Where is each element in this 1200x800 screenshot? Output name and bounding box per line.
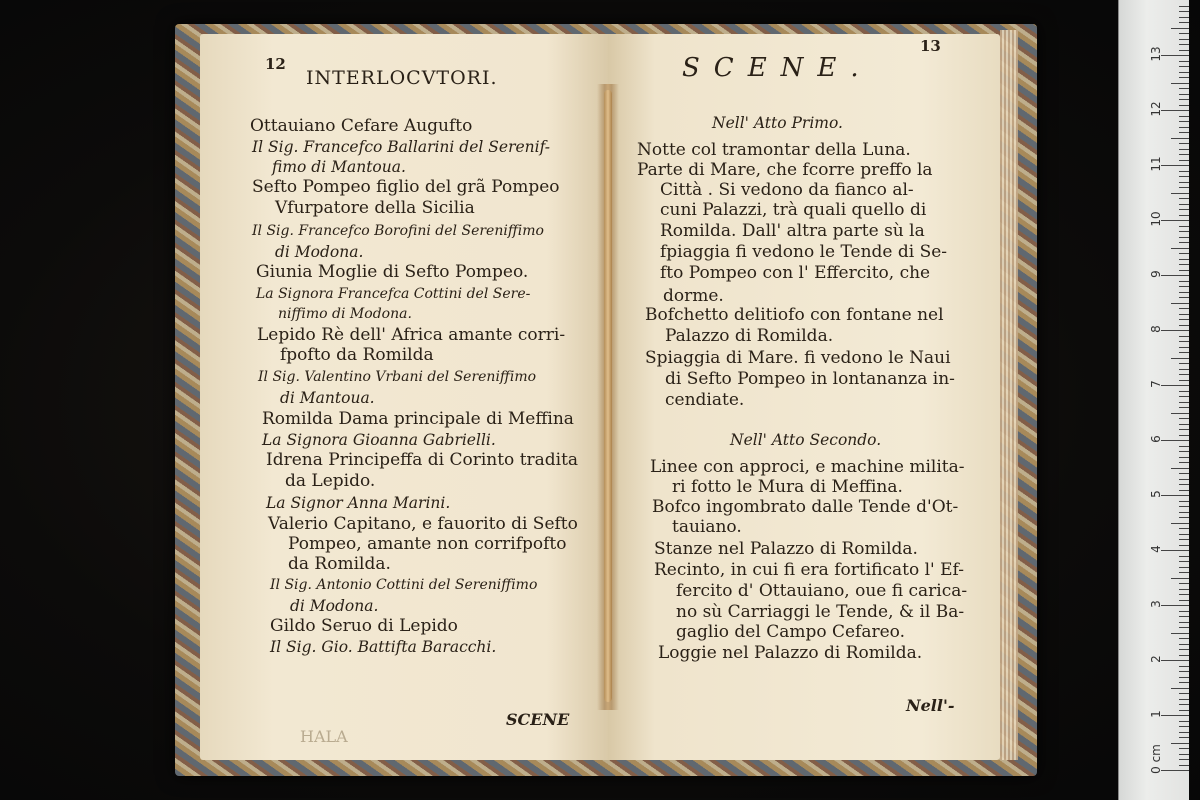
ruler-tick [1179, 572, 1189, 573]
ruler-tick [1171, 358, 1189, 359]
text-line: Vfurpatore della Sicilia [275, 198, 475, 218]
ruler-label: 11 [1149, 156, 1163, 172]
ruler-tick [1161, 495, 1189, 496]
ruler-label: 1 [1149, 710, 1163, 718]
text-line: di Modona. [275, 243, 364, 261]
ruler-tick [1179, 649, 1189, 650]
ruler-tick [1179, 682, 1189, 683]
text-line: Il Sig. Valentino Vrbani del Sereniffimo [258, 369, 537, 385]
text-line: ri fotto le Mura di Meffina. [672, 477, 903, 497]
ruler-tick [1179, 666, 1189, 667]
ruler-tick [1179, 50, 1189, 51]
ruler-tick [1179, 171, 1189, 172]
ruler-tick [1179, 506, 1189, 507]
ruler-tick [1179, 721, 1189, 722]
act-one-heading: Nell' Atto Primo. [712, 114, 843, 132]
ruler-tick [1171, 138, 1189, 139]
text-line: Pompeo, amante non corrifpofto [288, 534, 567, 554]
ruler-tick [1179, 17, 1189, 18]
text-line: Stanze nel Palazzo di Romilda. [654, 539, 918, 559]
text-line: Sefto Pompeo figlio del grã Pompeo [252, 177, 560, 197]
ruler-tick [1179, 457, 1189, 458]
ruler-tick [1179, 66, 1189, 67]
ruler-tick [1179, 253, 1189, 254]
ruler-tick [1179, 512, 1189, 513]
ruler-tick [1179, 132, 1189, 133]
ruler-tick [1179, 644, 1189, 645]
ruler-tick [1179, 710, 1189, 711]
ruler-tick [1179, 187, 1189, 188]
ruler-tick [1161, 330, 1189, 331]
text-line: gaglio del Campo Cefareo. [676, 622, 906, 642]
text-line: La Signora Gioanna Gabrielli. [262, 431, 496, 449]
text-line: La Signora Francefca Cottini del Sere- [256, 286, 531, 302]
left-page-number: 12 [265, 55, 286, 73]
ruler-tick [1179, 611, 1189, 612]
ruler-tick [1179, 484, 1189, 485]
ruler-tick [1179, 407, 1189, 408]
ruler-tick [1179, 314, 1189, 315]
ruler-tick [1171, 743, 1189, 744]
text-line: Lepido Rè dell' Africa amante corri- [257, 325, 566, 345]
ruler-tick [1161, 605, 1189, 606]
text-line: Spiaggia di Mare. fi vedono le Naui [645, 348, 951, 368]
text-line: fimo di Mantoua. [272, 158, 406, 176]
text-line: fto Pompeo con l' Effercito, che [660, 263, 931, 283]
ruler-tick [1179, 88, 1189, 89]
measuring-ruler [1118, 0, 1189, 800]
ruler-tick [1179, 143, 1189, 144]
ruler-tick [1179, 567, 1189, 568]
page-edges [1000, 30, 1018, 760]
left-catchword: SCENE [506, 710, 570, 729]
ruler-tick [1179, 616, 1189, 617]
ruler-tick [1171, 193, 1189, 194]
ruler-tick [1161, 110, 1189, 111]
ruler-tick [1179, 748, 1189, 749]
ruler-tick [1179, 33, 1189, 34]
ruler-tick [1179, 501, 1189, 502]
ruler-tick [1179, 396, 1189, 397]
text-line: Valerio Capitano, e fauorito di Sefto [268, 514, 578, 534]
ruler-tick [1171, 413, 1189, 414]
left-page-heading: INTERLOCVTORI. [306, 67, 498, 89]
text-line: da Lepido. [285, 471, 376, 491]
ruler-tick [1179, 154, 1189, 155]
ruler-tick [1179, 363, 1189, 364]
ruler-tick [1179, 286, 1189, 287]
right-page-heading: SCENE. [682, 53, 873, 83]
right-page-number: 13 [920, 37, 941, 55]
ruler-label: 7 [1149, 380, 1163, 388]
text-line: Loggie nel Palazzo di Romilda. [658, 643, 923, 663]
ruler-tick [1179, 44, 1189, 45]
ruler-tick [1179, 594, 1189, 595]
text-line: Giunia Moglie di Sefto Pompeo. [256, 262, 529, 282]
ruler-tick [1179, 732, 1189, 733]
ruler-tick [1179, 297, 1189, 298]
ruler-tick [1179, 22, 1189, 23]
ruler-tick [1179, 292, 1189, 293]
ruler-label: 10 [1149, 211, 1163, 227]
ruler-tick [1179, 226, 1189, 227]
ruler-tick [1179, 61, 1189, 62]
ruler-tick [1179, 473, 1189, 474]
ruler-tick [1179, 352, 1189, 353]
ruler-tick [1179, 561, 1189, 562]
ruler-tick [1179, 627, 1189, 628]
text-line: di Sefto Pompeo in lontananza in- [665, 369, 955, 389]
ruler-tick [1179, 264, 1189, 265]
ruler-tick [1179, 182, 1189, 183]
ruler-tick [1179, 424, 1189, 425]
ruler-tick [1179, 726, 1189, 727]
text-line: Il Sig. Francefco Borofini del Sereniffimo [252, 223, 544, 239]
ruler-label: 4 [1149, 545, 1163, 553]
ruler-tick [1179, 677, 1189, 678]
text-line: cuni Palazzi, trà quali quello di [660, 200, 927, 220]
text-line: Linee con approci, e machine milita- [650, 457, 965, 477]
ruler-tick [1179, 11, 1189, 12]
ruler-tick [1179, 517, 1189, 518]
ruler-tick [1179, 655, 1189, 656]
ruler-tick [1161, 660, 1189, 661]
ruler-tick [1171, 633, 1189, 634]
text-line: Bofco ingombrato dalle Tende d'Ot- [652, 497, 959, 517]
text-line: Parte di Mare, che fcorre preffo la [637, 160, 933, 180]
ruler-tick [1179, 539, 1189, 540]
text-line: Palazzo di Romilda. [665, 326, 834, 346]
text-line: Notte col tramontar della Luna. [637, 140, 911, 160]
ruler-tick [1179, 429, 1189, 430]
ruler-label: 6 [1149, 435, 1163, 443]
ruler-tick [1179, 281, 1189, 282]
text-line: Idrena Principeffa di Corinto tradita [266, 450, 579, 470]
ruler-tick [1179, 545, 1189, 546]
ruler-tick [1179, 589, 1189, 590]
ruler-tick [1171, 688, 1189, 689]
ruler-tick [1179, 270, 1189, 271]
ruler-label: 2 [1149, 655, 1163, 663]
text-line: fercito d' Ottauiano, oue fi carica- [676, 581, 968, 601]
text-line: no sù Carriaggi le Tende, & il Ba- [676, 602, 965, 622]
ruler-tick [1179, 754, 1189, 755]
ruler-label: 3 [1149, 600, 1163, 608]
ruler-tick [1171, 28, 1189, 29]
ruler-tick [1179, 418, 1189, 419]
ruler-tick [1179, 528, 1189, 529]
ruler-tick [1179, 451, 1189, 452]
ruler-tick [1179, 671, 1189, 672]
ruler-tick [1179, 446, 1189, 447]
ruler-tick [1179, 534, 1189, 535]
ruler-label: 12 [1149, 101, 1163, 117]
ruler-tick [1179, 699, 1189, 700]
ruler-tick [1179, 737, 1189, 738]
ruler-tick [1179, 479, 1189, 480]
ruler-tick [1161, 770, 1189, 771]
ruler-tick [1179, 94, 1189, 95]
ruler-tick [1179, 209, 1189, 210]
act-two-heading: Nell' Atto Secondo. [730, 431, 882, 449]
ruler-tick [1179, 6, 1189, 7]
ruler-tick [1179, 380, 1189, 381]
ruler-tick [1171, 83, 1189, 84]
ruler-tick [1179, 149, 1189, 150]
ruler-tick [1179, 583, 1189, 584]
text-line: Romilda Dama principale di Meffina [262, 409, 574, 429]
text-line: fpiaggia fi vedono le Tende di Se- [660, 242, 948, 262]
ruler-tick [1171, 303, 1189, 304]
ruler-label: 5 [1149, 490, 1163, 498]
ruler-tick [1161, 385, 1189, 386]
text-line: Bofchetto delitiofo con fontane nel [645, 305, 944, 325]
ruler-tick [1179, 242, 1189, 243]
ruler-tick [1179, 402, 1189, 403]
ruler-tick [1179, 435, 1189, 436]
text-line: di Modona. [290, 597, 379, 615]
ruler-tick [1179, 704, 1189, 705]
ruler-tick [1179, 336, 1189, 337]
ruler-tick [1179, 374, 1189, 375]
ruler-tick [1179, 99, 1189, 100]
ruler-tick [1179, 176, 1189, 177]
ruler-tick [1179, 319, 1189, 320]
binding-thread [604, 90, 612, 702]
ruler-tick [1179, 77, 1189, 78]
ruler-tick [1171, 578, 1189, 579]
text-line: fpofto da Romilda [280, 345, 434, 365]
ruler-tick [1179, 341, 1189, 342]
ruler-label: 13 [1149, 46, 1163, 62]
text-line: tauiano. [672, 517, 742, 537]
text-line: Ottauiano Cefare Augufto [250, 116, 473, 136]
ruler-tick [1161, 275, 1189, 276]
ruler-tick [1179, 116, 1189, 117]
ruler-tick [1179, 759, 1189, 760]
ruler-tick [1179, 231, 1189, 232]
ruler-tick [1179, 215, 1189, 216]
ruler-tick [1179, 160, 1189, 161]
text-line: di Mantoua. [280, 389, 375, 407]
ruler-tick [1161, 165, 1189, 166]
ruler-tick [1179, 369, 1189, 370]
ruler-tick [1179, 204, 1189, 205]
ruler-tick [1179, 39, 1189, 40]
ruler-tick [1179, 259, 1189, 260]
ruler-tick [1161, 715, 1189, 716]
ruler-tick [1179, 556, 1189, 557]
ruler-tick [1179, 638, 1189, 639]
ruler-tick [1171, 248, 1189, 249]
ruler-tick [1179, 127, 1189, 128]
ruler-tick [1179, 308, 1189, 309]
ruler-tick [1179, 198, 1189, 199]
text-line: niffimo di Modona. [278, 306, 412, 322]
text-line: Il Sig. Gio. Battifta Baracchi. [270, 638, 497, 656]
ruler-label: 8 [1149, 325, 1163, 333]
ruler-tick [1161, 55, 1189, 56]
text-line: Il Sig. Antonio Cottini del Sereniffimo [270, 577, 538, 593]
ruler-tick [1179, 600, 1189, 601]
ruler-tick [1179, 693, 1189, 694]
ruler-tick [1179, 72, 1189, 73]
text-line: Romilda. Dall' altra parte sù la [660, 221, 925, 241]
text-line: Recinto, in cui fi era fortificato l' Ef- [654, 560, 964, 580]
text-line: Città . Si vedono da fianco al- [660, 180, 914, 200]
ruler-tick [1161, 440, 1189, 441]
ruler-tick [1179, 391, 1189, 392]
ruler-tick [1179, 105, 1189, 106]
ruler-label: 9 [1149, 270, 1163, 278]
ruler-tick [1161, 550, 1189, 551]
text-line: Il Sig. Francefco Ballarini del Serenif- [252, 138, 551, 156]
text-line: da Romilda. [288, 554, 391, 574]
text-line: dorme. [663, 286, 724, 306]
text-line: cendiate. [665, 390, 745, 410]
ruler-tick [1179, 121, 1189, 122]
ruler-tick [1179, 765, 1189, 766]
ruler-tick [1161, 220, 1189, 221]
text-line: Gildo Seruo di Lepido [270, 616, 458, 636]
ruler-tick [1171, 468, 1189, 469]
ruler-unit-label: 0 cm [1148, 744, 1163, 774]
ruler-tick [1179, 237, 1189, 238]
right-catchword: Nell'- [906, 696, 955, 715]
ruler-tick [1179, 622, 1189, 623]
bleed-through-text: HALA [300, 727, 348, 746]
ruler-tick [1179, 325, 1189, 326]
ruler-tick [1171, 523, 1189, 524]
ruler-tick [1179, 490, 1189, 491]
ruler-tick [1179, 347, 1189, 348]
ruler-tick [1179, 462, 1189, 463]
text-line: La Signor Anna Marini. [266, 494, 451, 512]
